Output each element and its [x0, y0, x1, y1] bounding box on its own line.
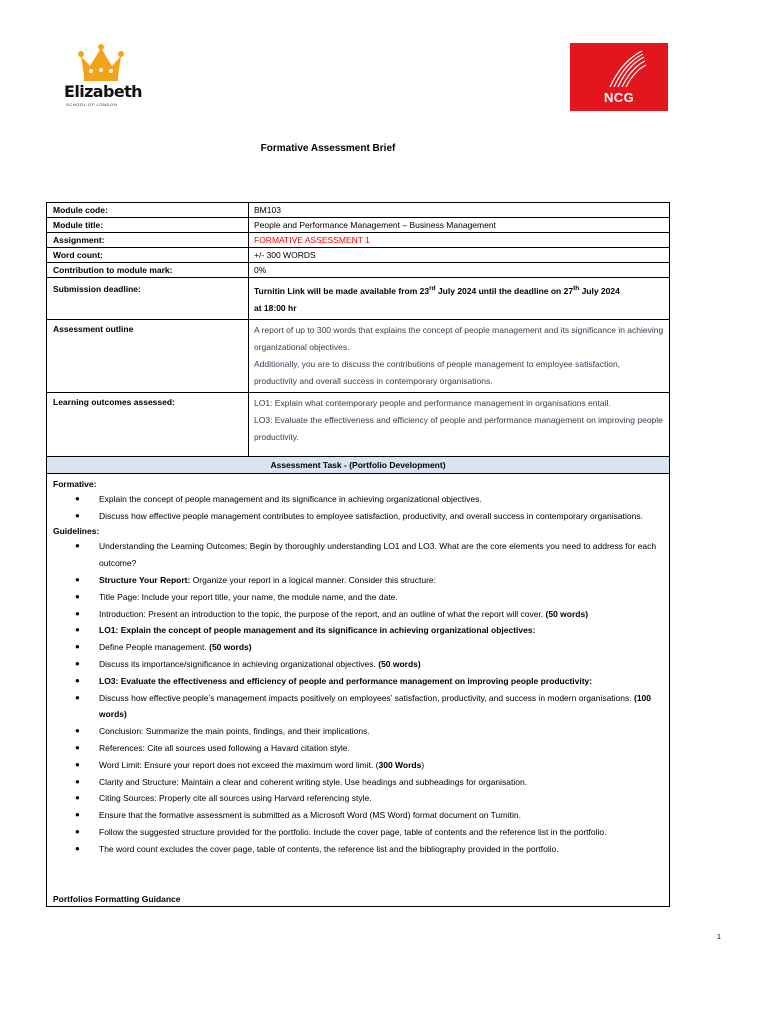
ncg-logo — [570, 43, 668, 111]
document-title: Formative Assessment Brief — [260, 143, 396, 154]
outline-text-2: Additionally, you are to discuss the contributions of people management to employee satisfaction, productivity and overall success in contemporary organisations. — [254, 358, 621, 386]
row-outcomes — [47, 393, 669, 457]
deadline-time: at 18:00 hr — [254, 302, 297, 313]
row-deadline — [47, 278, 669, 320]
define-words: (50 words) — [209, 642, 252, 653]
intro-text: Introduction: Present an introduction to the topic, the purpose of the report, and an outline of what the report will cover. — [99, 608, 546, 619]
row-assignment — [47, 233, 669, 248]
list-item: ● LO3: Evaluate the effectiveness and efficiency of people and performance management on improving people productivity: — [53, 673, 663, 690]
ncg-wordmark: NCG — [604, 90, 635, 105]
list-item — [53, 572, 663, 589]
outline-label: Assessment outline — [47, 320, 249, 392]
guidelines-list — [53, 538, 663, 857]
word-count-label: Word count: — [47, 248, 249, 262]
row-outline — [47, 320, 669, 393]
formative-heading: Formative: — [53, 478, 97, 489]
outcome-lo1: LO1: Explain what contemporary people and performance management in organisations entail. — [254, 397, 611, 408]
list-item: ● LO1: Explain the concept of people management and its significance in achieving organizational objectives: — [53, 622, 663, 639]
elizabeth-school-logo — [60, 44, 144, 110]
word-limit-words: 300 Words — [378, 759, 422, 770]
assessment-task-heading: Assessment Task - (Portfolio Development) — [47, 457, 669, 474]
outcomes-value — [249, 393, 669, 456]
list-item: ● Discuss how effective people management contributes to employee satisfaction, productivity, and overall success in contemporary organisations. — [53, 508, 663, 525]
outcome-lo3: LO3: Evaluate the effectiveness and efficiency of people and performance management on improving people productivity. — [254, 414, 663, 442]
list-item — [53, 639, 663, 656]
list-item — [53, 606, 663, 623]
deadline-text-3: July 2024 — [579, 285, 620, 296]
list-item: ● Title Page: Include your report title, your name, the module name, and the date. — [53, 589, 663, 606]
module-code-value: BM103 — [254, 205, 281, 215]
crown-icon — [78, 44, 124, 82]
word-count-value: +/- 300 WORDS — [254, 250, 316, 260]
structure-bold: Structure Your Report: — [99, 575, 191, 586]
assignment-label: Assignment: — [47, 233, 249, 247]
row-contribution — [47, 263, 669, 278]
list-item — [53, 690, 663, 724]
outline-text-1: A report of up to 300 words that explains the concept of people management and its significance in achieving organizational objectives. — [254, 324, 664, 352]
list-item: ● Clarity and Structure: Maintain a clear and coherent writing style. Use headings and subheadings for organisation. — [53, 774, 663, 791]
importance-words: (50 words) — [378, 659, 421, 669]
deadline-sup-2: th — [573, 285, 580, 292]
list-item: ● Understanding the Learning Outcomes: Begin by thoroughly understanding LO1 and LO3. What are the core elements you need to address for each outcome? — [53, 538, 663, 572]
page-number: 1 — [717, 934, 721, 941]
module-code-label: Module code: — [47, 203, 249, 217]
list-item — [53, 757, 663, 774]
guidelines-heading: Guidelines: — [53, 526, 100, 537]
list-item: ● References: Cite all sources used following a Havard citation style. — [53, 740, 663, 757]
intro-words: (50 words) — [545, 608, 589, 619]
structure-text: Organize your report in a logical manner. Consider this structure: — [190, 575, 436, 586]
deadline-text-1: Turnitin Link will be made available from 23 — [254, 285, 430, 296]
contribution-value: 0% — [254, 265, 267, 275]
elizabeth-wordmark: Elizabeth — [64, 82, 142, 101]
portfolio-formatting-heading: Portfolios Formatting Guidance — [53, 893, 181, 904]
word-limit-end: ) — [421, 759, 425, 770]
deadline-value — [249, 278, 669, 319]
outcomes-label: Learning outcomes assessed: — [47, 393, 249, 456]
deadline-text-2: July 2024 until the deadline on 27 — [435, 285, 574, 296]
row-word-count — [47, 248, 669, 263]
list-item: ● Citing Sources: Properly cite all sources using Harvard referencing style. — [53, 790, 663, 807]
deadline-label: Submission deadline: — [47, 278, 249, 319]
define-text: Define People management. — [99, 642, 210, 653]
list-item: ● Explain the concept of people management and its significance in achieving organizational objectives. — [53, 491, 663, 508]
list-item: ● The word count excludes the cover page, table of contents, the reference list and the bibliography provided in the portfolio. — [53, 841, 663, 858]
module-title-label: Module title: — [47, 218, 249, 232]
contribution-label: Contribution to module mark: — [47, 263, 249, 277]
assessment-task-body — [47, 474, 669, 907]
outline-value — [249, 320, 669, 392]
discuss-text: Discuss how effective people’s management impacts positively on employees’ satisfaction, productivity, and success in modern organisations. — [99, 692, 634, 703]
list-item: ● Ensure that the formative assessment is submitted as a Microsoft Word (MS Word) format document on Turnitin. — [53, 807, 663, 824]
assessment-brief-table — [46, 202, 670, 907]
list-item — [53, 656, 663, 673]
list-item: ● Conclusion: Summarize the main points, findings, and their implications. — [53, 723, 663, 740]
discuss-words: (100 words) — [99, 692, 651, 720]
formative-list — [53, 491, 663, 525]
elizabeth-subtitle: SCHOOL OF LONDON — [66, 102, 118, 107]
list-item: ● Follow the suggested structure provided for the portfolio. Include the cover page, table of contents and the reference list in the portfolio. — [53, 824, 663, 841]
row-module-code — [47, 203, 669, 218]
importance-text: Discuss its importance/significance in achieving organizational objectives. — [99, 659, 379, 669]
word-limit-text: Word Limit: Ensure your report does not exceed the maximum word limit. ( — [99, 759, 379, 770]
assignment-value: FORMATIVE ASSESSMENT 1 — [254, 235, 370, 245]
deadline-sup-1: rd — [429, 285, 436, 292]
row-module-title — [47, 218, 669, 233]
module-title-value: People and Performance Management – Business Management — [254, 220, 496, 230]
